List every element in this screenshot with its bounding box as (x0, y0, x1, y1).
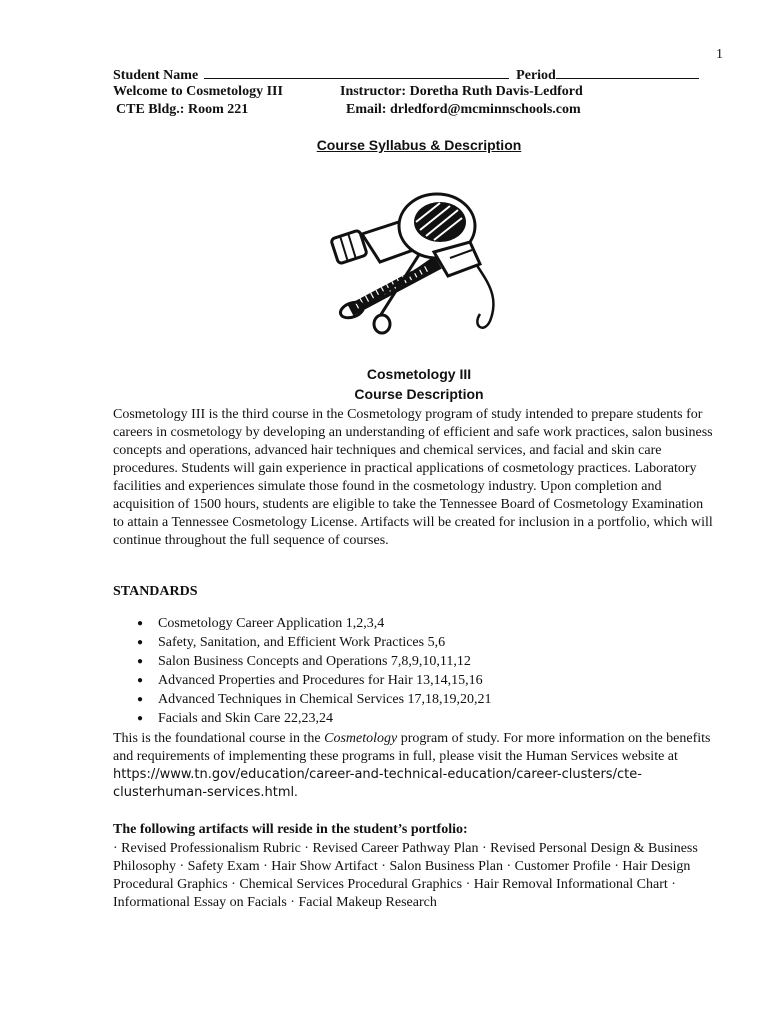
instructor-text: Instructor: Doretha Ruth Davis-Ledford (340, 84, 583, 99)
list-item: ● Cosmetology Career Application 1,2,3,4 (113, 614, 492, 633)
period-label: Period (516, 68, 556, 83)
artifacts-list: · Revised Professionalism Rubric · Revised Career Pathway Plan · Revised Personal Design & Business Philosophy · Safety Exam · Hair Show Artifact · Salon Business Plan · Customer Profile · Hair Design Procedural Graphics · Chemical Services Procedural Graphics · Hair Removal Informational Chart · Informational Essay on Facials · Facial Makeup Research (113, 841, 698, 910)
foundation-paragraph (113, 730, 713, 802)
foundation-text-2: program of study. For more information on the benefits and requirements of implementing these programs in full, please visit the Human Services website at (113, 731, 711, 764)
course-subtitle: Course Description (354, 386, 484, 402)
header-row-3 (116, 101, 581, 119)
list-item: ● Salon Business Concepts and Operations 7,8,9,10,11,12 (113, 652, 492, 671)
page-title: Course Syllabus & Description (316, 137, 522, 153)
course-heading (0, 364, 770, 404)
course-name: Cosmetology III (366, 366, 472, 382)
header-row-1 (113, 65, 699, 85)
foundation-text: This is the foundational course in the (113, 731, 325, 746)
foundation-end: . (294, 785, 298, 800)
email-text: Email: drledford@mcminnschools.com (346, 102, 581, 117)
program-name: Cosmetology (324, 731, 398, 746)
student-name-label: Student Name (113, 68, 199, 83)
page-number: 1 (716, 47, 723, 62)
human-services-link[interactable]: https://www.tn.gov/education/career-and-technical-education/career-clusters/cte-clusterhuman-services.html (113, 767, 642, 800)
header-row-2 (113, 83, 583, 101)
list-item: ● Advanced Techniques in Chemical Services 17,18,19,20,21 (113, 690, 492, 709)
list-item: ● Facials and Skin Care 22,23,24 (113, 709, 492, 728)
standards-list (113, 614, 492, 728)
welcome-text: Welcome to Cosmetology III (113, 84, 283, 99)
student-name-blank[interactable] (204, 65, 509, 79)
standards-heading: STANDARDS (113, 584, 198, 599)
artifacts-heading: The following artifacts will reside in the student’s portfolio: (113, 822, 468, 837)
hair-dryer-scissors-comb-icon (322, 186, 502, 336)
list-item: ● Advanced Properties and Procedures for Hair 13,14,15,16 (113, 671, 492, 690)
list-item: ● Safety, Sanitation, and Efficient Work Practices 5,6 (113, 633, 492, 652)
period-blank[interactable] (556, 65, 699, 79)
course-description: Cosmetology III is the third course in the Cosmetology program of study intended to prepare students for careers in cosmetology by developing an understanding of efficient and safe work practices, salon business concepts and operations, advanced hair techniques and chemical services, and facial and skin care procedures. Students will gain experience in practical applications of cosmetology practices. Laboratory facilities and experiences simulate those found in the cosmetology industry. Upon completion and acquisition of 1500 hours, students are eligible to take the Tennessee Board of Cosmetology Examination to attain a Tennessee Cosmetology License. Artifacts will be created for inclusion in a portfolio, which will continue throughout the full sequence of courses. (113, 407, 713, 548)
room-text: CTE Bldg.: Room 221 (116, 102, 249, 117)
